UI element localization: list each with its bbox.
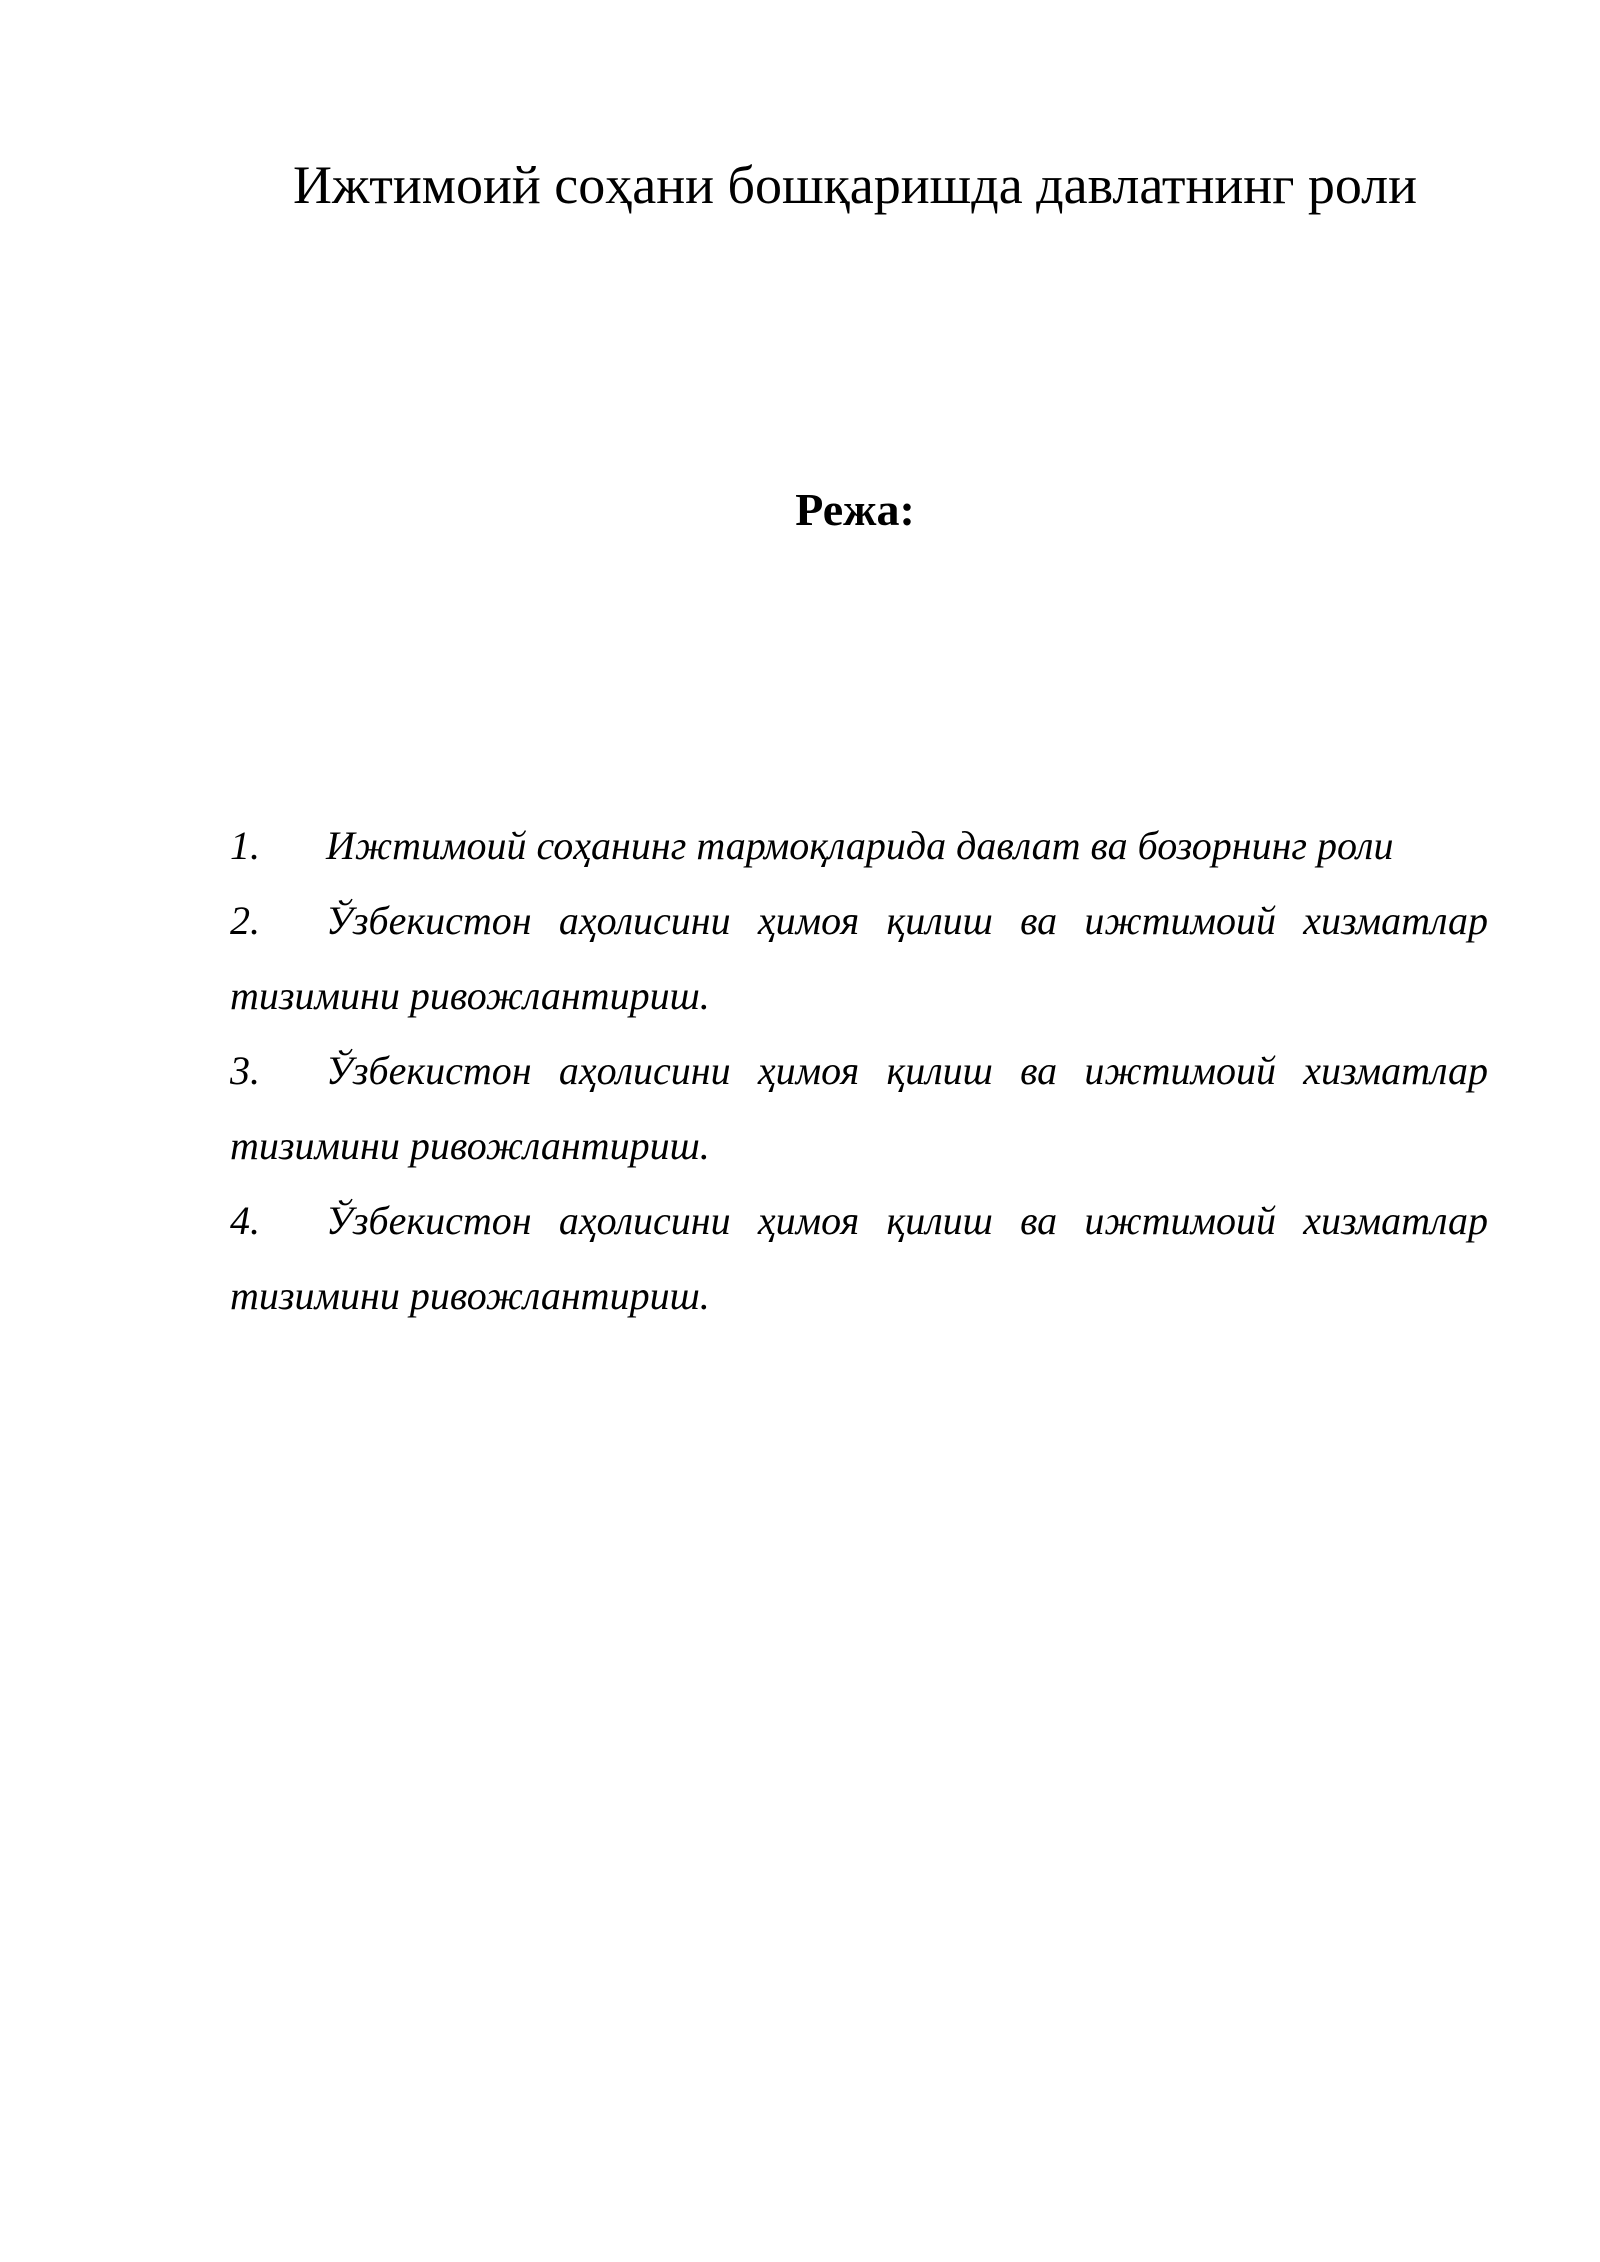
document-title: Ижтимоий соҳани бошқаришда давлатнинг роли — [292, 155, 1417, 215]
plan-list — [230, 808, 1488, 1333]
plan-item — [230, 808, 1488, 883]
plan-item-number: 2. — [230, 898, 260, 943]
plan-item — [230, 1183, 1488, 1333]
plan-item-text: Ўзбекистон аҳолисини ҳимоя қилиш ва ижтимоий хизматлар тизимини ривожлантириш. — [230, 898, 1488, 1018]
plan-item — [230, 1033, 1488, 1183]
plan-heading: Режа: — [795, 484, 915, 535]
plan-item-number: 4. — [230, 1198, 260, 1243]
plan-item-number: 3. — [230, 1048, 260, 1093]
plan-item-text: Ўзбекистон аҳолисини ҳимоя қилиш ва ижтимоий хизматлар тизимини ривожлантириш. — [230, 1198, 1488, 1318]
plan-item-number: 1. — [230, 823, 260, 868]
plan-item-text: Ижтимоий соҳанинг тармоқларида давлат ва бозорнинг роли — [326, 823, 1394, 868]
plan-item — [230, 883, 1488, 1033]
plan-item-text: Ўзбекистон аҳолисини ҳимоя қилиш ва ижтимоий хизматлар тизимини ривожлантириш. — [230, 1048, 1488, 1168]
